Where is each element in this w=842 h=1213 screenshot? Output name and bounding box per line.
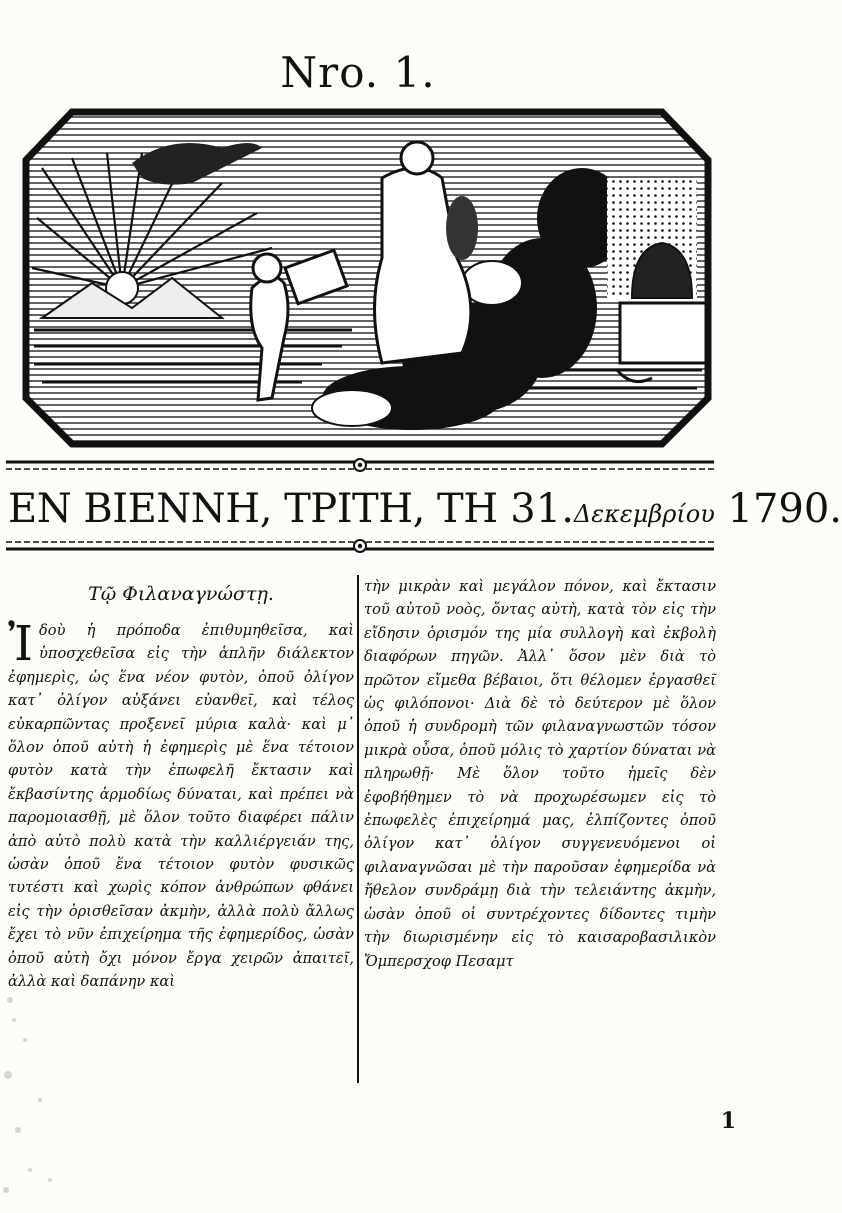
dateline-month: Δεκεμβρίου (573, 500, 715, 528)
dateline-year: 1790. (727, 486, 842, 532)
page-number: 1 (720, 1108, 736, 1134)
ornamental-rule-bottom (6, 537, 714, 555)
column-divider (357, 575, 359, 1083)
issue-number: Nro. 1. (280, 48, 436, 97)
left-column (8, 575, 354, 994)
vignette-illustration (22, 108, 712, 448)
dateline-city-day: ΕΝ ΒΙΕΝΝΗ, ΤΡΙΤΗ, ΤΗ (8, 486, 498, 532)
dateline-day: 31. (510, 486, 574, 532)
right-column-body: τὴν μικρὰν καὶ μεγάλον πόνον, καὶ ἔκτασιν τοῦ αὐτοῦ νοὸς, ὄντας αὐτὴ, κατὰ τὸν εἰς τὴν εἴδησιν ὁρισμόν της μία συλλογὴ καὶ ἐκβολὴ διαφόρων πηγῶν. Ἀλλ᾿ ὅσον μὲν διὰ τὸ πρῶτον εἴμεθα βέβαιοι, ὅτι θέλομεν ἐργασθεῖ ὡς φιλόπονοι· Διὰ δὲ τὸ δεύτερον μὲ ὅλον ὁποῦ ἡ συνδρομὴ τῶν φιλαναγνωστῶν τόσον μικρὰ οὖσα, ὁποῦ μόλις τὸ χαρτίον δύναται νὰ πληρωθῇ· Μὲ ὅλον τοῦτο ἡμεῖς δὲν ἐφοβήθημεν τὸ νὰ προχωρέσωμεν εἰς τὸ ἐπωφελὲς ἐπιχείρημά μας, ἐλπίζοντες ὁποῦ ὀλίγον κατ᾿ ὀλίγον συγγενευόμενοι οἱ φιλαναγνῶσαι μὲ τὴν παροῦσαν ἐφημερίδα νὰ ἤθελον συνδράμῃ διὰ τὴν τελειάντης ἀκμὴν, ὡσὰν ὁποῦ οἱ συντρέχοντες δίδοντες τιμὴν τὴν διωρισμένην εἰς τὸ καισαροβασιλικὸν Ὄμπερσχοφ Πεσαμτ (364, 578, 716, 970)
column-heading: Τῷ Φιλαναγνώστῃ. (88, 583, 274, 605)
drop-cap: Ἰ (8, 616, 34, 672)
ornamental-rule-top (6, 456, 714, 474)
left-column-body: δοὺ ἡ πρόποδα ἐπιθυμηθεῖσα, καὶ ὑποσχεθεῖσα εἰς τὴν ἁπλῆν διάλεκτον ἐφημερὶς, ὡς ἕνα νέον φυτὸν, ὁποῦ ὀλίγον κατ᾿ ὀλίγον αὐξάνει εὐανθεῖ, καὶ τέλος εὐκαρπῶντας προξενεῖ μύρια καλὰ· καὶ μ᾿ ὅλον ὁποῦ αὐτὴ ἡ ἐφημερὶς μὲ ἕνα τέτοιον φυτὸν κατὰ τὴν ἐπωφελῆ ἔκτασιν καὶ ἔκβασίντης ἁρμοδίως δύναται, καὶ πρέπει νὰ παρομοιασθῇ, μὲ ὅλον τοῦτο διαφέρει πάλιν ἀπὸ αὐτὸ πολὺ κατὰ τὴν καλλιέργειάν της, ὡσὰν ὁποῦ ἕνα τέτοιον φυτὸν φυσικῶς τυτέστι καὶ χωρὶς κόπον ἀνθρώπων φθάνει εἰς τὴν ὁρισθεῖσαν ἀκμὴν, ἀλλὰ πολὺ ἄλλως ἔχει τὸ νῦν ἐπιχείρημα τῆς ἐφημερίδος, ὡσὰν ὁποῦ αὐτὴ ὄχι μόνον ἔργα χειρῶν ἀπαιτεῖ, ἀλλὰ καὶ δαπάνην καὶ (8, 622, 354, 991)
scan-stain (0, 980, 90, 1213)
right-column (364, 575, 716, 973)
left-column-text (8, 616, 354, 994)
